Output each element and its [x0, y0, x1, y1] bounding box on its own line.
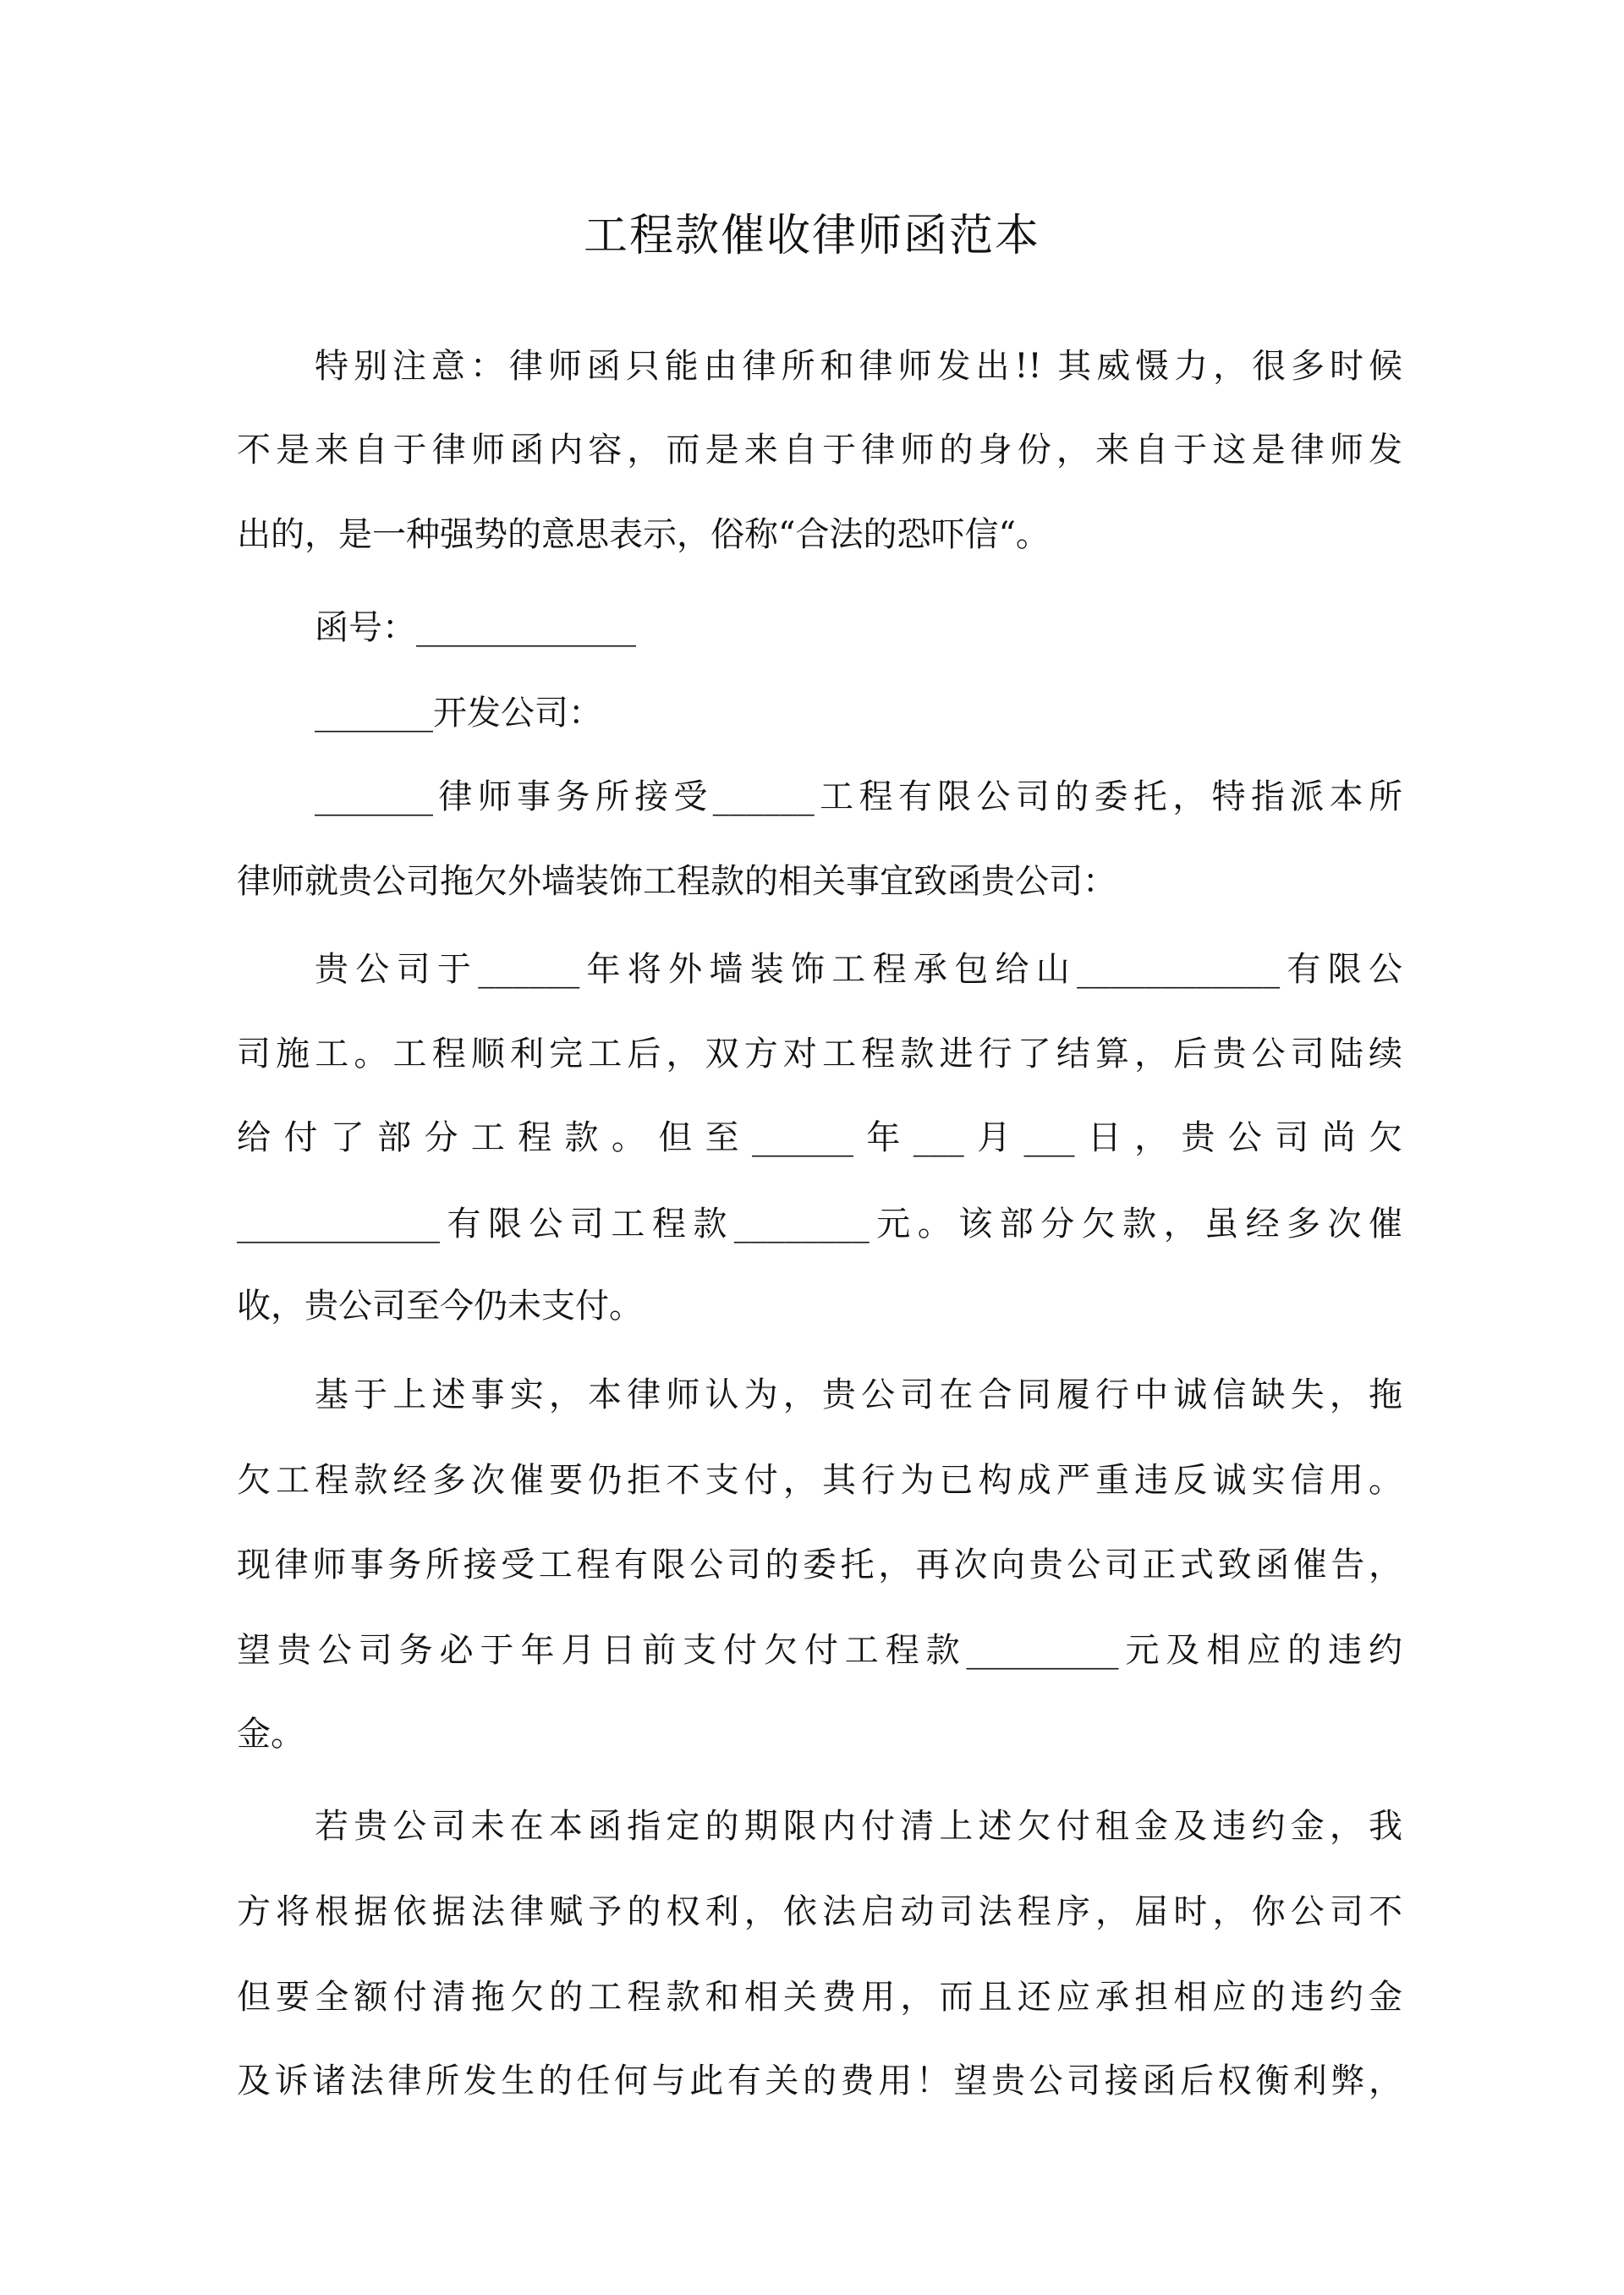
text-line: 律师就贵公司拖欠外墙装饰工程款的相关事宜致函贵公司：: [237, 862, 1116, 901]
text-line: _______开发公司：: [315, 694, 602, 733]
text-line: 及诉诸法律所发生的任何与此有关的费用！望贵公司接函后权衡利弊，: [237, 2062, 1402, 2100]
text-line: 收，贵公司至今仍未支付。: [237, 1287, 643, 1326]
text-line: 但要全额付清拖欠的工程款和相关费用，而且还应承担相应的违约金: [237, 1978, 1402, 2017]
text-line: 司施工。工程顺利完工后，双方对工程款进行了结算，后贵公司陆续: [237, 1035, 1402, 1073]
document-title: 工程款催收律师函范本: [583, 211, 1040, 261]
text-line: _______律师事务所接受______工程有限公司的委托，特指派本所: [315, 777, 1402, 816]
text-line: 若贵公司未在本函指定的期限内付清上述欠付租金及违约金，我: [315, 1807, 1402, 1846]
text-line: 金。: [237, 1715, 304, 1754]
text-line: 欠工程款经多次催要仍拒不支付，其行为已构成严重违反诚实信用。: [237, 1461, 1402, 1500]
text-line: 出的，是一种强势的意思表示，俗称“合法的恐吓信“。: [237, 515, 1050, 554]
text-line: ____________有限公司工程款________元。该部分欠款，虽经多次催: [237, 1205, 1402, 1244]
text-line: 贵公司于______年将外墙装饰工程承包给山____________有限公: [315, 950, 1402, 989]
text-line: 望贵公司务必于年月日前支付欠付工程款_________元及相应的违约: [237, 1631, 1402, 1670]
text-line: 现律师事务所接受工程有限公司的委托，再次向贵公司正式致函催告，: [237, 1546, 1402, 1584]
text-line: 基于上述事实，本律师认为，贵公司在合同履行中诚信缺失，拖: [315, 1375, 1402, 1414]
text-line: 函号：_____________: [315, 608, 636, 647]
text-line: 给付了部分工程款。但至______年___月___日，贵公司尚欠: [237, 1118, 1402, 1157]
text-line: 特别注意：律师函只能由律所和律师发出!! 其威慑力，很多时候: [315, 347, 1402, 386]
text-line: 方将根据依据法律赋予的权利，依法启动司法程序，届时，你公司不: [237, 1892, 1402, 1931]
text-line: 不是来自于律师函内容，而是来自于律师的身份，来自于这是律师发: [237, 431, 1402, 469]
